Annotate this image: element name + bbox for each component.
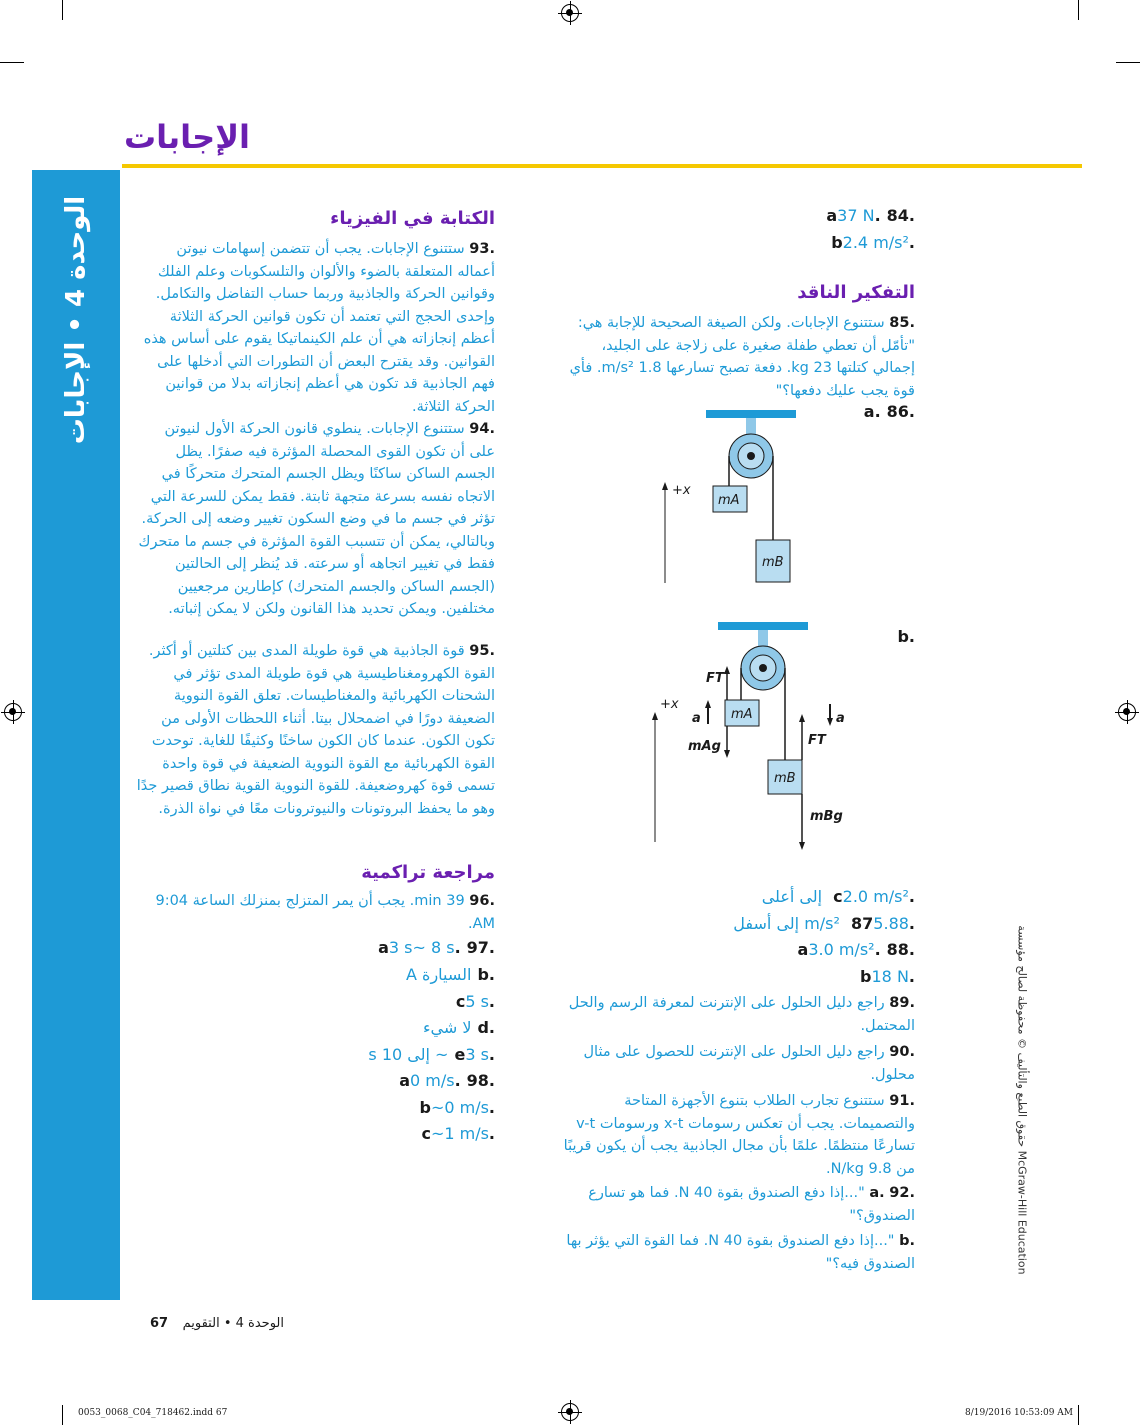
side-tab [32, 170, 120, 470]
pulley-diagram-2 [650, 620, 850, 855]
page-title: الإجابات [123, 118, 250, 156]
answer-86c: .c2.0 m/s² إلى أعلى [761, 887, 915, 906]
answer-97a: .97.a3 s~ 8 s [378, 938, 495, 957]
answer-98c: .c~1 m/s [421, 1124, 495, 1143]
answer-97c: .c5 s [455, 992, 495, 1011]
registration-mark-icon [4, 703, 22, 721]
answer-84b: .b2.4 m/s² [831, 233, 915, 252]
answer-86b-label: .b [897, 627, 915, 646]
mass-b-label: mB [762, 555, 784, 570]
registration-mark-icon [561, 1403, 579, 1421]
mass-b-label: mB [774, 771, 796, 786]
registration-mark-icon [1118, 703, 1136, 721]
answer-97d: .dلا شيء [422, 1018, 495, 1037]
crop-mark [1078, 1405, 1079, 1425]
section-writing-in-physics [135, 208, 495, 231]
answer-90: .90 راجع دليل الحلول على الإنترنت للحصول على مثال محلول. [583, 1044, 915, 1083]
answer-94: .94 ستتنوع الإجابات. ينطوي قانون الحركة الأول لنيوتن على أن تكون القوى المحصلة المؤثرة فيه صفرًا. يظل الجسم الساكن ساكنًا ويظل الجسم المتحرك متحركًا في الاتجاه نفسه بسرعة متجهة ثابتة. فقط يمكن للسرعة التي تؤثر في جسم ما في وضع السكون تغيير وضعه إلى الحركة. وبالتالي، يمكن أن تتسبب القوة المؤثرة في جسم ما متحرك فقط في تغيير اتجاهه أو سرعته. قد يُنظر إلى الحالتين (الجسم الساكن والجسم المتحرك) كإطارين مرجعيين مختلفين. ويمكن تحديد هذا القانون ولكن لا يمكن إثباته. [138, 421, 495, 617]
page-footer-label: الوحدة 4 • التقويم [182, 1316, 284, 1331]
header-rule [122, 164, 1082, 168]
axis-label: +x [660, 697, 679, 712]
accel-label-b: a [836, 711, 845, 726]
accel-label-a: a [692, 711, 701, 726]
answer-98b: .b~0 m/s [419, 1098, 495, 1117]
pulley-diagram-1 [650, 408, 810, 593]
section-heading: التفكير الناقد [797, 282, 915, 303]
tension-label-b: FT [808, 733, 826, 748]
side-tab-label: الوحدة 4 • الإجابات [61, 195, 91, 445]
answer-93: .93 ستتنوع الإجابات. يجب أن تتضمن إسهامات نيوتن أعماله المتعلقة بالضوء والألوان والتلسكوبات وعلم الفلك وقوانين الحركة والجاذبية وربما حساب التفاضل والتكامل. وإحدى الحجج التي تعتمد أن تكون قوانين الحركة الثلاثة أعظم إنجازاته هي أن علم الكينماتيكا يقوم على أساس هذه القوانين. وقد يقترح البعض أن التطورات التي أدخلها على فهم الجاذبية قد تكون هي أعظم إنجازاته بدلا من قوانين الحركة الثلاثة. [143, 241, 495, 415]
answer-88a: .88.a3.0 m/s² [797, 940, 915, 959]
slug-filename: 0053_0068_C04_718462.indd 67 [78, 1408, 228, 1418]
answer-92b: .b "...إذا دفع الصندوق بقوة 40 N. فما القوة التي يؤثر بها الصندوق فيه؟" [566, 1233, 915, 1272]
answer-87: .875.88 m/s² إلى أسفل [733, 914, 915, 933]
mass-a-label: mA [718, 493, 740, 508]
answer-84a: .84.a37 N [826, 206, 915, 225]
answer-95: .95 قوة الجاذبية هي قوة طويلة المدى بين كتلتين أو أكثر. القوة الكهرومغناطيسية هي قوة طويلة المدى تؤثر في الشحنات الكهربائية والمغناطيسات. تعلق القوة النووية الضعيفة دورًا في اضمحلال بيتا. أثناء اللحظات الأولى من تكون الكون. عندما كان الكون ساخنًا وكثيفًا للغاية. توحدت القوة الكهربائية مع القوة النووية الضعيفة في قوة واحدة تسمى قوة كهروضعيفة. للقوة النووية القوية نطاق قصير جدًا وهو ما يحفظ البروتونات والنيوترونات معًا في نواة الذرة. [136, 643, 495, 817]
answer-88b: .b18 N [860, 967, 915, 986]
registration-mark-icon [561, 4, 579, 22]
section-heading: الكتابة في الفيزياء [330, 208, 495, 229]
mass-a-label: mA [731, 707, 753, 722]
copyright-credit: حقوق الطبع والتأليف © محفوظة لصالح مؤسسة McGraw-Hill Education [1015, 925, 1029, 1275]
section-heading: مراجعة تراكمية [361, 862, 495, 883]
axis-label: +x [672, 483, 691, 498]
section-critical-thinking [555, 282, 915, 305]
crop-mark [0, 62, 24, 63]
weight-b-label: mBg [810, 809, 843, 824]
page-number: 67 [150, 1316, 169, 1331]
answer-92a: .92 .a "...إذا دفع الصندوق بقوة 40 N. فما هو تسارع الصندوق؟" [588, 1185, 915, 1224]
answer-96: .96 39 min. يجب أن يمر المتزلج بمنزلك الساعة 9:04 AM. [155, 893, 495, 932]
answer-86a-label: .86.a [863, 402, 915, 421]
answer-91: .91 ستتنوع تجارب الطلاب بتنوع الأجهزة المتاحة والتصميمات. يجب أن تعكس رسومات x-t ورسومات v-t تسارعًا منتظمًا. علمًا بأن مجال الجاذبية يجب أن يكون قريبًا من 9.8 N/kg. [563, 1093, 915, 1177]
weight-a-label: mAg [688, 739, 721, 754]
crop-mark [62, 1405, 63, 1425]
answer-98a: .98.a0 m/s [399, 1071, 495, 1090]
crop-mark [62, 0, 63, 20]
page-footer [150, 1316, 284, 1331]
answer-89: .89 راجع دليل الحلول على الإنترنت لمعرفة الرسم والحل المحتمل. [568, 995, 915, 1034]
section-cumulative-review [135, 862, 495, 885]
crop-mark [1078, 0, 1079, 20]
tension-label-a: FT [706, 671, 724, 686]
slug-timestamp: 8/19/2016 10:53:09 AM [965, 1408, 1074, 1418]
crop-mark [1116, 62, 1140, 63]
answer-97e: .e3 s~ إلى 10 s [368, 1045, 495, 1064]
answer-85: .85 ستتنوع الإجابات. ولكن الصيغة الصحيحة للإجابة هي: "تأمّل أن تعطي طفلة صغيرة على زلاجة على الجليد، إجمالي كتلتها 23 kg. دفعة تصبح تسارعها 1.8 m/s². فأي قوة يجب عليك دفعها؟" [569, 315, 915, 399]
answer-97b: .bالسيارة A [406, 965, 495, 984]
